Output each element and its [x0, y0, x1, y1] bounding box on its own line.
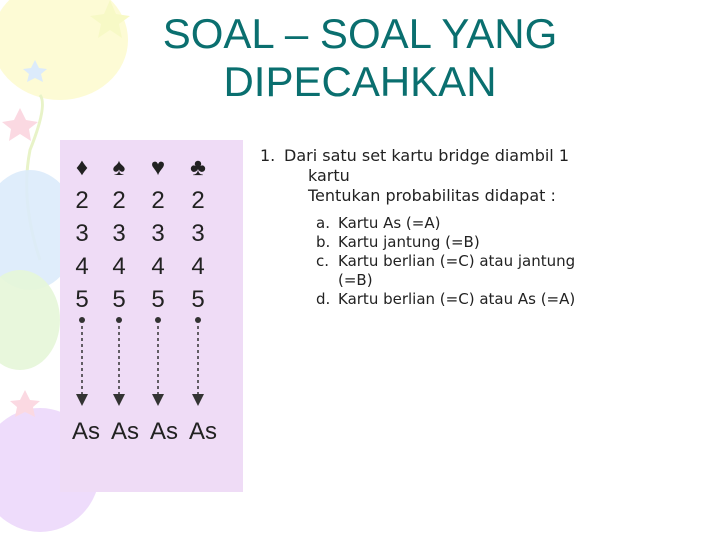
- sub-label: a.: [316, 214, 330, 232]
- card-number: 5: [151, 286, 165, 313]
- arrow-diamond: [79, 317, 85, 400]
- sub-question-d: [316, 290, 680, 309]
- suit-club: ♣: [190, 154, 206, 181]
- card-number: 2: [112, 187, 126, 214]
- sub-label: d.: [316, 290, 331, 308]
- arrow-club: [195, 317, 201, 400]
- suit-heart: ♥: [150, 154, 166, 181]
- sub-question-b: [316, 233, 680, 252]
- sub-question-a: [316, 214, 680, 233]
- question-line-1: Dari satu set kartu bridge diambil 1: [284, 146, 570, 165]
- sub-text: Kartu jantung (=B): [338, 233, 480, 251]
- ace-label: As: [111, 418, 140, 445]
- ace-row: [72, 418, 228, 446]
- card-number: 5: [75, 286, 89, 313]
- sub-question-list: [316, 214, 680, 309]
- suit-diamond: ♦: [75, 154, 89, 181]
- card-number: 3: [151, 220, 165, 247]
- ace-label: As: [189, 418, 218, 445]
- title-line-2: DIPECAHKAN: [223, 58, 497, 105]
- question-1: [260, 146, 680, 206]
- card-number: 3: [112, 220, 126, 247]
- sub-text: Kartu berlian (=C) atau As (=A): [338, 290, 576, 308]
- card-number: 5: [191, 286, 205, 313]
- ace-label: As: [72, 418, 101, 445]
- card-number: 3: [75, 220, 89, 247]
- question-number: 1.: [260, 146, 276, 165]
- card-number: 4: [75, 253, 89, 280]
- card-suits-panel: [60, 140, 243, 492]
- card-number: 2: [75, 187, 89, 214]
- question-line-2: kartu: [308, 166, 350, 185]
- arrow-heart: [155, 317, 161, 400]
- ace-label: As: [150, 418, 179, 445]
- sub-text: Kartu As (=A): [338, 214, 441, 232]
- sub-text-continued: (=B): [338, 271, 373, 289]
- sub-question-c: [316, 252, 680, 290]
- card-number: 2: [191, 187, 205, 214]
- sub-text: Kartu berlian (=C) atau jantung: [338, 252, 576, 270]
- suit-column-club: [180, 154, 216, 316]
- card-number: 4: [112, 253, 126, 280]
- suit-spade: ♠: [112, 154, 126, 181]
- suit-column-diamond: [64, 154, 100, 316]
- suit-column-spade: [101, 154, 137, 316]
- card-number: 2: [151, 187, 165, 214]
- card-number: 5: [112, 286, 126, 313]
- suit-column-heart: [140, 154, 176, 316]
- sub-label: c.: [316, 252, 330, 270]
- question-line-3: Tentukan probabilitas didapat :: [308, 186, 556, 205]
- card-number: 4: [191, 253, 205, 280]
- dotted-arrows: [60, 316, 243, 416]
- slide-title: [100, 10, 620, 106]
- question-block: [260, 146, 680, 309]
- card-number: 4: [151, 253, 165, 280]
- sub-label: b.: [316, 233, 331, 251]
- title-line-1: SOAL – SOAL YANG: [162, 10, 558, 57]
- arrow-spade: [116, 317, 122, 400]
- card-number: 3: [191, 220, 205, 247]
